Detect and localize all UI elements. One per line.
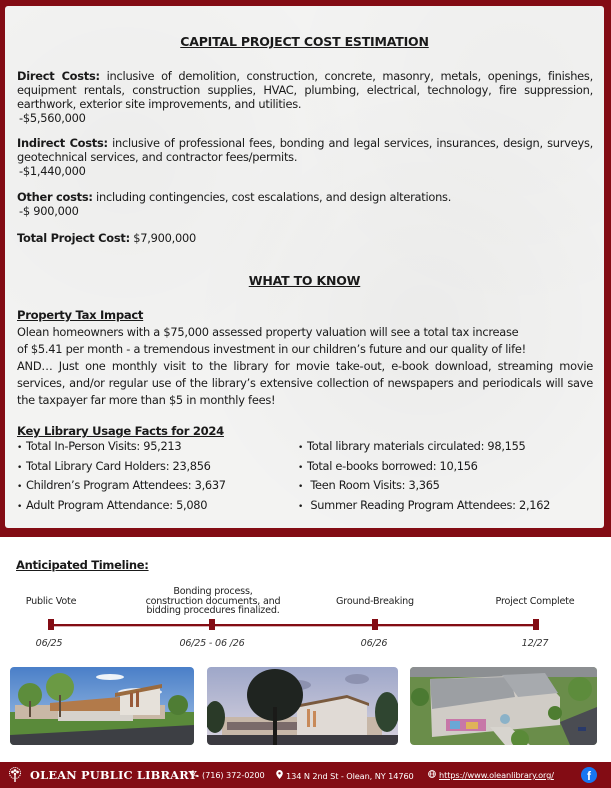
fact-text: Total library materials circulated: 98,155 (307, 439, 526, 453)
footer-bar (0, 762, 611, 788)
total-cost-label: Total Project Cost: (17, 231, 130, 245)
indirect-costs-amount: -$1,440,000 (19, 164, 86, 178)
indirect-costs-text: inclusive of professional fees, bonding and legal services, insurances, design, surveys, geotechnical services, and contractor fees/permits. (17, 136, 594, 164)
bullet-icon: • (17, 443, 23, 453)
timeline-marker (209, 619, 215, 630)
timeline-date: 06/25 - 06 /26 (179, 638, 245, 649)
direct-costs-amount: -$5,560,000 (19, 111, 86, 125)
what-to-know-title: WHAT TO KNOW (248, 273, 361, 288)
timeline-marker (48, 619, 54, 630)
timeline-date: 06/26 (360, 638, 388, 649)
other-costs-text: including contingencies, cost escalations, and design alterations. (92, 190, 452, 204)
property-tax-line-1: Olean homeowners with a $75,000 assessed property valuation will see a total tax increase (17, 325, 519, 339)
fact-text: Total Library Card Holders: 23,856 (26, 458, 211, 473)
fact-text: Adult Program Attendance: 5,080 (26, 497, 208, 512)
info-card (5, 6, 604, 528)
property-tax-heading: Property Tax Impact (17, 308, 144, 322)
facebook-icon[interactable]: f (581, 767, 597, 783)
fact-item (298, 458, 550, 478)
other-costs-label: Other costs: (17, 190, 93, 204)
fact-text: Total In-Person Visits: 95,213 (26, 439, 182, 453)
total-cost-line (17, 231, 593, 245)
timeline-label-line: construction documents, and (145, 595, 281, 607)
usage-facts-left (17, 438, 226, 516)
footer-address[interactable] (276, 770, 414, 781)
cost-section-title: CAPITAL PROJECT COST ESTIMATION (180, 34, 429, 49)
fact-item (17, 438, 226, 458)
direct-costs-text: inclusive of demolition, construction, concrete, masonry, metals, openings, finishes, equipment rentals, construction supplies, HVAC, plumbing, electrical, technology, fire suppression, earthwork, exterior site improvements, and utilities. (17, 69, 593, 111)
bullet-icon: • (17, 482, 23, 492)
indirect-costs-paragraph (17, 136, 593, 178)
fact-item (298, 438, 550, 458)
other-costs-paragraph (17, 190, 593, 218)
timeline-event-label (140, 587, 286, 616)
other-costs-amount: -$ 900,000 (19, 204, 79, 218)
fact-text: Children’s Program Attendees: 3,637 (26, 478, 226, 492)
bullet-icon: • (298, 501, 304, 512)
footer-phone[interactable] (191, 770, 265, 780)
phone-icon (191, 770, 199, 778)
globe-icon (428, 770, 436, 778)
timeline-event-label: Public Vote (25, 596, 77, 607)
render-evening-view (207, 667, 398, 745)
direct-costs-paragraph (17, 69, 593, 125)
bullet-icon: • (298, 482, 304, 492)
fact-item (298, 477, 550, 497)
website-link[interactable]: https://www.oleanlibrary.org/ (439, 770, 554, 780)
bullet-icon: • (17, 501, 23, 512)
indirect-costs-label: Indirect Costs: (17, 136, 108, 150)
fact-item (17, 458, 226, 478)
bullet-icon: • (298, 462, 304, 473)
timeline-event-label: Project Complete (495, 596, 575, 607)
timeline-title: Anticipated Timeline: (16, 558, 149, 572)
timeline-marker (372, 619, 378, 630)
fact-item (17, 497, 226, 517)
library-tree-logo-icon (7, 767, 23, 783)
map-pin-icon (276, 770, 283, 779)
phone-number: (716) 372-0200 (202, 770, 265, 780)
render-front-view (10, 667, 194, 745)
fact-item (17, 477, 226, 497)
address-text: 134 N 2nd St - Olean, NY 14760 (286, 771, 414, 781)
timeline-line (51, 624, 537, 626)
usage-facts-right (298, 438, 550, 516)
timeline-date: 12/27 (521, 638, 549, 649)
usage-facts-heading: Key Library Usage Facts for 2024 (17, 424, 224, 438)
fact-item (298, 497, 550, 517)
library-name: OLEAN PUBLIC LIBRARY (30, 768, 197, 782)
timeline-marker (533, 619, 539, 630)
property-tax-line-2: of $5.41 per month - a tremendous investment in our children’s future and our quality of life! (17, 342, 526, 356)
fact-text: Teen Room Visits: 3,365 (307, 478, 440, 492)
bullet-icon: • (17, 462, 23, 473)
render-aerial-view (410, 667, 597, 745)
fact-text: Total e-books borrowed: 10,156 (307, 458, 478, 473)
timeline-date: 06/25 (35, 638, 63, 649)
library-value-paragraph: AND… Just one monthly visit to the library for movie take-out, e-book download, streaming movie services, and/or regular use of the library’s extensive collection of newspapers and periodicals will save the taxpayer far more than $5 in monthly fees! (17, 359, 593, 407)
bullet-icon: • (298, 443, 304, 453)
total-cost-amount: $7,900,000 (133, 231, 196, 245)
direct-costs-label: Direct Costs: (17, 69, 100, 83)
timeline-event-label: Ground-Breaking (336, 596, 414, 607)
fact-text: Summer Reading Program Attendees: 2,162 (307, 497, 551, 512)
timeline-label-line: bidding procedures finalized. (146, 605, 280, 616)
footer-website[interactable] (428, 770, 554, 780)
timeline-label-line: Bonding process, (173, 586, 253, 597)
